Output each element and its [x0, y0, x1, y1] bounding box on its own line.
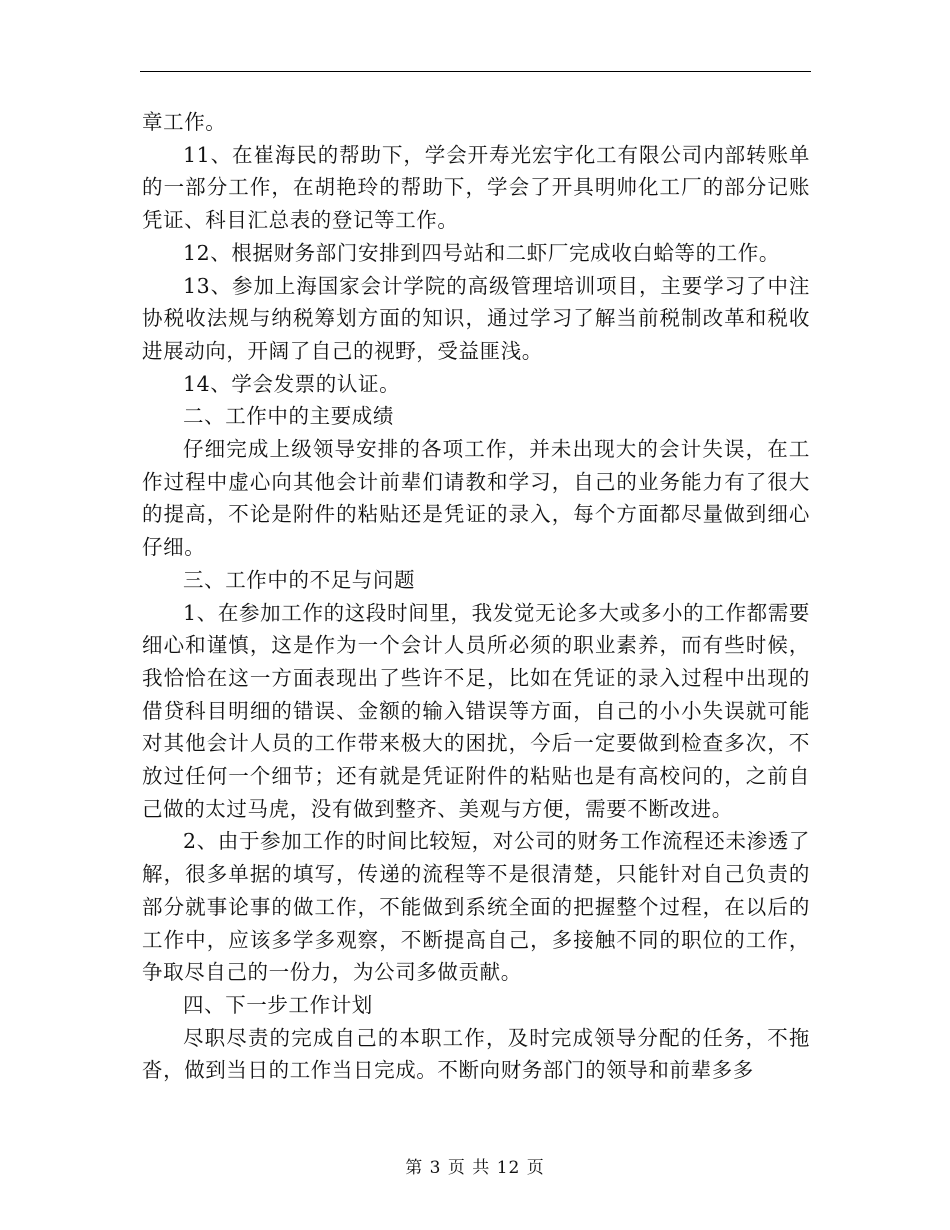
section-heading-achievements: 二、工作中的主要成绩: [183, 404, 394, 429]
page-footer: 第 3 页 共 12 页: [405, 1158, 545, 1178]
paragraph-item-11: 11、在崔海民的帮助下，学会开寿光宏宇化工有限公司内部转账单的一部分工作，在胡艳玲的帮助下，学会了开具明帅化工厂的部分记账凭证、科目汇总表的登记等工作。: [142, 142, 810, 233]
paragraph-item-12: 12、根据财务部门安排到四号站和二虾厂完成收白蛤等的工作。: [183, 240, 780, 265]
section-heading-next-plan: 四、下一步工作计划: [183, 992, 373, 1017]
paragraph-item-14: 14、学会发票的认证。: [183, 371, 401, 396]
paragraph-item-13: 13、参加上海国家会计学院的高级管理培训项目，主要学习了中注协税收法规与纳税筹划方面的知识，通过学习了解当前税制改革和税收进展动向，开阔了自己的视野，受益匪浅。: [142, 273, 810, 363]
document-body: [142, 106, 810, 1087]
paragraph-shortcoming-1: 1、在参加工作的这段时间里，我发觉无论多大或多小的工作都需要细心和谨慎，这是作为一个会计人员所必须的职业素养，而有些时候，我恰恰在这一方面表现出了些许不足，比如在凭证的录入过程中出现的借贷科目明细的错误、金额的输入错误等方面，自己的小小失误就可能对其他会计人员的工作带来极大的困扰，今后一定要做到检查多次，不放过任何一个细节；还有就是凭证附件的粘贴也是有高校问的，之前自己做的太过马虎，没有做到整齐、美观与方便，需要不断改进。: [142, 600, 810, 821]
section-heading-shortcomings: 三、工作中的不足与问题: [183, 567, 416, 592]
paragraph-next-plan: 尽职尽责的完成自己的本职工作，及时完成领导分配的任务，不拖沓，做到当日的工作当日完成。不断向财务部门的领导和前辈多多: [142, 1025, 810, 1083]
header-rule: [140, 71, 811, 72]
paragraph-continued: 章工作。: [142, 110, 227, 134]
paragraph-shortcoming-2: 2、由于参加工作的时间比较短，对公司的财务工作流程还未渗透了解，很多单据的填写，传递的流程等不是很清楚，只能针对自己负责的部分就事论事的做工作，不能做到系统全面的把握整个过程，在以后的工作中，应该多学多观察，不断提高自己，多接触不同的职位的工作，争取尽自己的一份力，为公司多做贡献。: [142, 829, 810, 985]
paragraph-achievements: 仔细完成上级领导安排的各项工作，并未出现大的会计失误，在工作过程中虚心向其他会计前辈们请教和学习，自己的业务能力有了很大的提高，不论是附件的粘贴还是凭证的录入，每个方面都尽量做到细心仔细。: [142, 437, 810, 560]
